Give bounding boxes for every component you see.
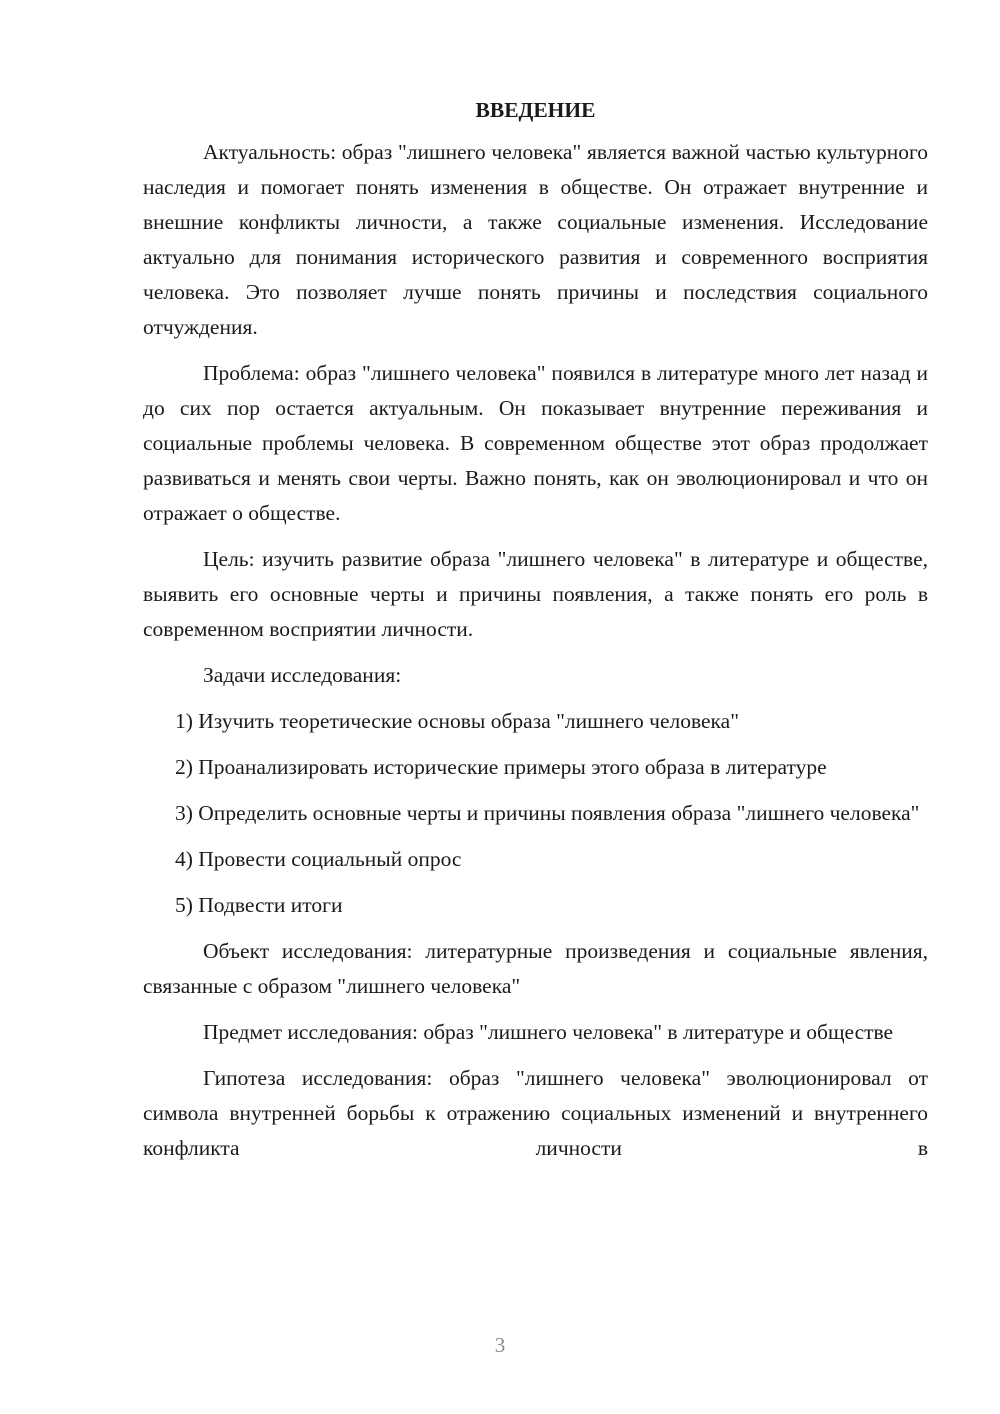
page-content	[143, 95, 928, 1177]
task-item: 2) Проанализировать исторические примеры этого образа в литературе	[175, 755, 827, 779]
problem-paragraph: Проблема: образ "лишнего человека" появился в литературе много лет назад и до сих пор остается актуальным. Он показывает внутренние переживания и социальные проблемы человека. В современном обществе этот образ продолжает развиваться и менять свои черты. Важно понять, как он эволюционировал и что он отражает о обществе.	[143, 361, 928, 525]
tasks-heading: Задачи исследования:	[203, 663, 402, 687]
relevance-paragraph: Актуальность: образ "лишнего человека" является важной частью культурного наследия и помогает понять изменения в обществе. Он отражает внутренние и внешние конфликты личности, а также социальные изменения. Исследование актуально для понимания исторического развития и современного восприятия человека. Это позволяет лучше понять причины и последствия социального отчуждения.	[143, 140, 928, 339]
hypothesis-paragraph: Гипотеза исследования: образ "лишнего человека" эволюционировал от символа внутренней борьбы к отражению социальных изменений и внутреннего конфликта личности в	[143, 1066, 928, 1160]
page-number: 3	[494, 1333, 506, 1357]
subject-paragraph: Предмет исследования: образ "лишнего человека" в литературе и обществе	[203, 1020, 894, 1044]
object-paragraph: Объект исследования: литературные произведения и социальные явления, связанные с образом "лишнего человека"	[143, 939, 928, 998]
task-item: 5) Подвести итоги	[175, 893, 343, 917]
task-item: 1) Изучить теоретические основы образа "лишнего человека"	[175, 709, 739, 733]
section-title: ВВЕДЕНИЕ	[475, 98, 596, 122]
goal-paragraph: Цель: изучить развитие образа "лишнего человека" в литературе и обществе, выявить его основные черты и причины появления, а также понять его роль в современном восприятии личности.	[143, 547, 928, 641]
task-item: 4) Провести социальный опрос	[175, 847, 462, 871]
task-item: 3) Определить основные черты и причины появления образа "лишнего человека"	[175, 801, 920, 825]
